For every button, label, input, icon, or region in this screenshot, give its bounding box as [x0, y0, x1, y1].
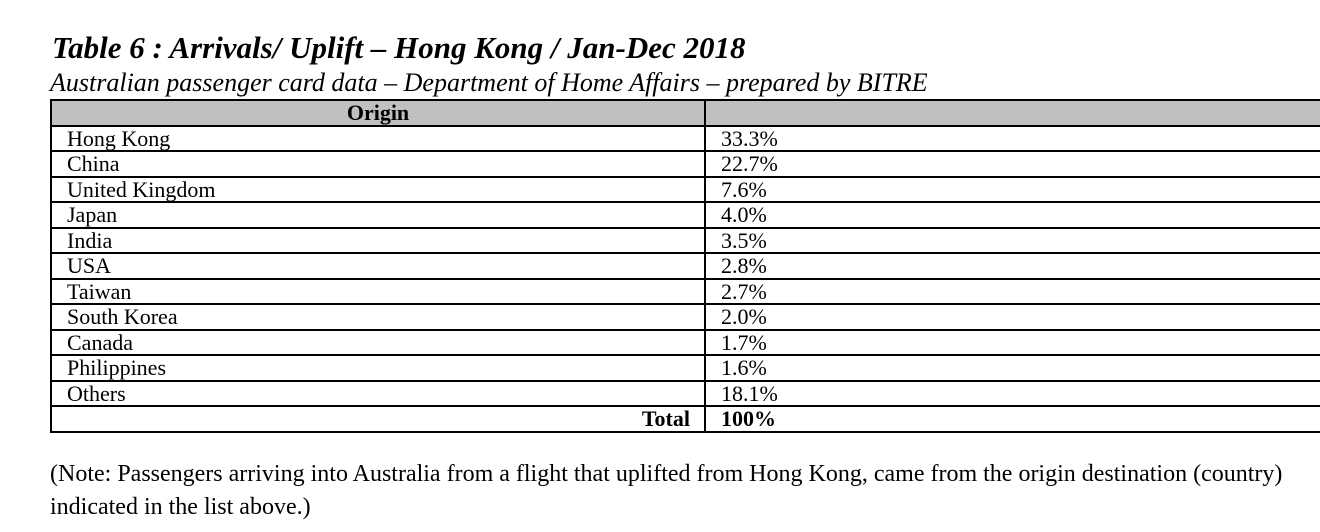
table-row	[51, 279, 1320, 305]
table-row	[51, 381, 1320, 407]
share-cell: 4.0%	[705, 202, 1320, 228]
origin-cell: United Kingdom	[51, 177, 705, 203]
header-share	[705, 100, 1320, 126]
table-title: Table 6 : Arrivals/ Uplift – Hong Kong / Jan-Dec 2018	[52, 30, 746, 65]
header-origin: Origin	[51, 100, 705, 126]
origin-cell: Philippines	[51, 355, 705, 381]
origin-cell: Taiwan	[51, 279, 705, 305]
total-row	[51, 406, 1320, 432]
table-note: (Note: Passengers arriving into Australia from a flight that uplifted from Hong Kong, came from the origin destination (country) indicated in the list above.)	[50, 461, 1283, 520]
origin-cell: South Korea	[51, 304, 705, 330]
origin-cell: Hong Kong	[51, 126, 705, 152]
share-cell: 1.6%	[705, 355, 1320, 381]
table-header-row	[51, 100, 1320, 126]
total-label: Total	[51, 406, 705, 432]
table-row	[51, 228, 1320, 254]
table-row	[51, 202, 1320, 228]
origin-cell: India	[51, 228, 705, 254]
arrivals-table	[50, 99, 1320, 433]
table-row	[51, 330, 1320, 356]
origin-cell: Others	[51, 381, 705, 407]
table-row	[51, 151, 1320, 177]
share-cell: 2.0%	[705, 304, 1320, 330]
origin-cell: USA	[51, 253, 705, 279]
table-row	[51, 253, 1320, 279]
share-cell: 33.3%	[705, 126, 1320, 152]
table-subtitle: Australian passenger card data – Department of Home Affairs – prepared by BITRE	[50, 68, 928, 97]
table-row	[51, 304, 1320, 330]
share-cell: 7.6%	[705, 177, 1320, 203]
total-value: 100%	[705, 406, 1320, 432]
share-cell: 2.8%	[705, 253, 1320, 279]
share-cell: 2.7%	[705, 279, 1320, 305]
share-cell: 22.7%	[705, 151, 1320, 177]
table-row	[51, 177, 1320, 203]
share-cell: 3.5%	[705, 228, 1320, 254]
origin-cell: Japan	[51, 202, 705, 228]
table-row	[51, 355, 1320, 381]
table-row	[51, 126, 1320, 152]
origin-cell: China	[51, 151, 705, 177]
share-cell: 1.7%	[705, 330, 1320, 356]
origin-cell: Canada	[51, 330, 705, 356]
share-cell: 18.1%	[705, 381, 1320, 407]
